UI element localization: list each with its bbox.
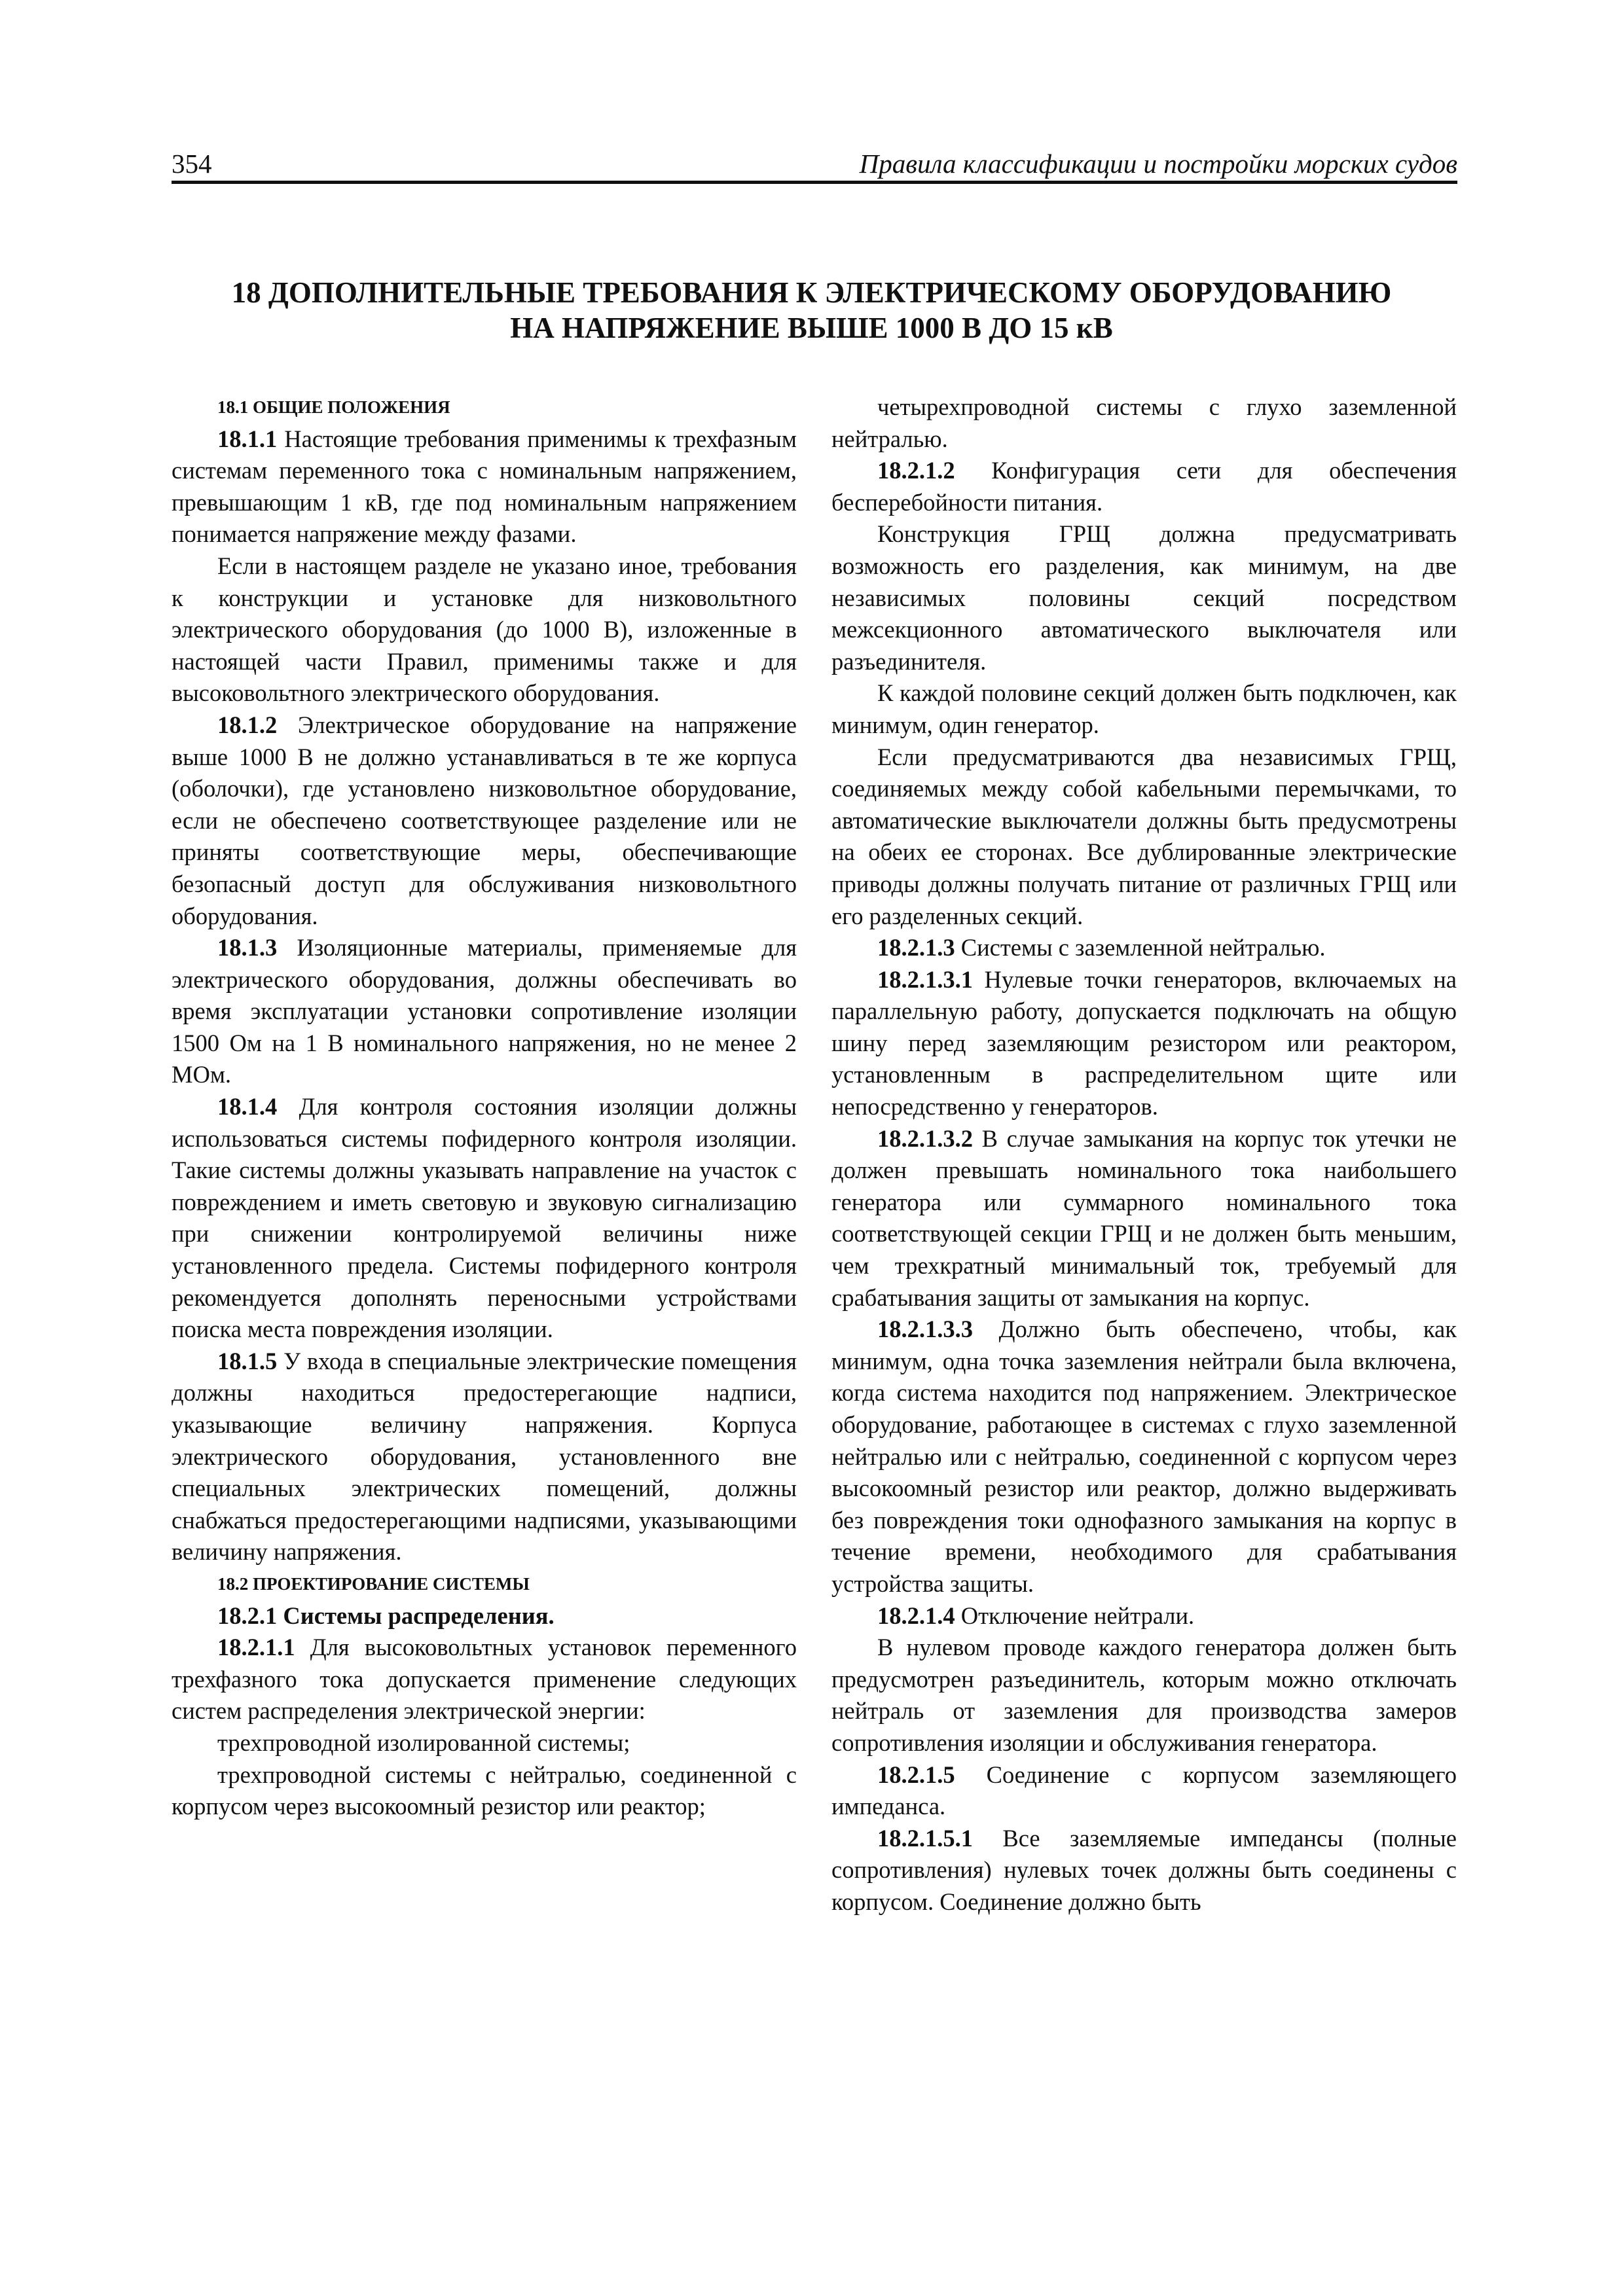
clause-number: 18.1.5 <box>217 1347 278 1374</box>
clause-text: У входа в специальные электрические помещения должны находиться предостерегающие надписи, указывающие величину напряжения. Корпуса электрического оборудования, установленного вне специальных электрических помещений, должны снабжаться предостерегающими надписями, указывающими величину напряжения. <box>172 1347 797 1566</box>
clause-number: 18.2.1.5 <box>877 1761 955 1788</box>
running-title: Правила классификации и постройки морских судов <box>859 149 1457 179</box>
clause-text: Все заземляемые импедансы (полные сопротивления) нулевых точек должны быть соединены с корпусом. Соединение должно быть <box>831 1824 1457 1915</box>
paragraph-18-1-2 <box>172 709 797 932</box>
paragraph-18-2-1-2-d: Если предусматриваются два независимых ГРЩ, соединяемых между собой кабельными перемычками, то автоматические выключатели должны быть предусмотрены на обеих ее сторонах. Все дублированные электрические приводы должны получать питание от различных ГРЩ или его разделенных секций. <box>831 743 1457 929</box>
clause-text: Соединение с корпусом заземляющего импеданса. <box>831 1761 1457 1820</box>
clause-number: 18.2.1.2 <box>877 457 955 484</box>
clause-text: Конфигурация сети для обеспечения бесперебойности питания. <box>831 457 1457 516</box>
paragraph-18-1-1 <box>172 423 797 550</box>
clause-number: 18.2.1.5.1 <box>877 1824 973 1852</box>
clause-number: 18.2.1.3.2 <box>877 1124 973 1152</box>
paragraph-18-2-1-5 <box>831 1759 1457 1823</box>
chapter-title-line-2: НА НАПРЯЖЕНИЕ ВЫШЕ 1000 В ДО 15 кВ <box>510 312 1113 344</box>
list-item-3: четырехпроводной системы с глухо заземленной нейтралью. <box>831 393 1457 452</box>
clause-number: 18.2.1.3.3 <box>877 1316 973 1343</box>
paragraph-18-2-1-4 <box>831 1600 1457 1632</box>
subsection-18-2-1-title: 18.2.1 Системы распределения. <box>217 1602 555 1629</box>
clause-text: Настоящие требования применимы к трехфазным системам переменного тока с номинальным напряжением, превышающим 1 кВ, где под номинальным напряжением понимается напряжение между фазами. <box>172 425 797 548</box>
paragraph-18-1-3 <box>172 932 797 1091</box>
section-heading-18-1: 18.1 ОБЩИЕ ПОЛОЖЕНИЯ <box>217 397 450 417</box>
clause-number: 18.2.1.3.1 <box>877 965 973 993</box>
clause-text: Изоляционные материалы, применяемые для электрического оборудования, должны обеспечивать во время эксплуатации установки сопротивление изоляции 1500 Ом на 1 В номинального напряжения, но не менее 2 МОм. <box>172 934 797 1088</box>
clause-number: 18.1.3 <box>217 934 278 961</box>
list-item-2: трехпроводной системы с нейтралью, соединенной с корпусом через высокоомный резистор или реактор; <box>172 1761 797 1820</box>
clause-text: Отключение нейтрали. <box>955 1602 1195 1629</box>
paragraph-18-2-1-1 <box>172 1632 797 1727</box>
clause-number: 18.1.1 <box>217 425 278 452</box>
paragraph-18-2-1-5-1 <box>831 1823 1457 1918</box>
clause-text: Электрическое оборудование на напряжение выше 1000 В не должно устанавливаться в те же корпуса (оболочки), где установлено низковольтное оборудование, если не обеспечено соответствующее разделение или не приняты соответствующие меры, обеспечивающие безопасный доступ для обслуживания низковольтного оборудования. <box>172 711 797 929</box>
paragraph-18-2-1-3-2 <box>831 1123 1457 1314</box>
clause-number: 18.2.1.4 <box>877 1602 955 1629</box>
clause-number: 18.1.4 <box>217 1093 278 1121</box>
clause-number: 18.2.1.1 <box>217 1634 295 1661</box>
clause-text: Для контроля состояния изоляции должны использоваться системы пофидерного контроля изоляции. Такие системы должны указывать направление на участок с повреждением и иметь световую и звуковую сигнализацию при снижении контролируемой величины ниже установленного предела. Системы пофидерного контроля рекомендуется дополнять переносными устройствами поиска места повреждения изоляции. <box>172 1093 797 1343</box>
clause-text: Нулевые точки генераторов, включаемых на параллельную работу, допускается подключать на общую шину перед заземляющим резистором или реактором, установленным в распределительном щите или непосредственно у генераторов. <box>831 965 1457 1121</box>
paragraph-18-2-1-4-b: В нулевом проводе каждого генератора должен быть предусмотрен разъединитель, которым можно отключать нейтраль от заземления для производства замеров сопротивления изоляции и обслуживания генератора. <box>831 1634 1457 1756</box>
paragraph-18-2-1-2-b: Конструкция ГРЩ должна предусматривать возможность его разделения, как минимум, на две независимых половины секций посредством межсекционного автоматического выключателя или разъединителя. <box>831 520 1457 675</box>
clause-text: Должно быть обеспечено, чтобы, как минимум, одна точка заземления нейтрали была включена, когда система находится под напряжением. Электрическое оборудование, работающее в системах с глухо заземленной нейтралью или с нейтралью, соединенной с корпусом через высокоомный резистор или реактор, должно выдерживать без повреждения токи однофазного замыкания на корпус в течение времени, необходимого для срабатывания устройства защиты. <box>831 1316 1457 1597</box>
paragraph-18-2-1-3-3 <box>831 1314 1457 1600</box>
section-heading-18-2: 18.2 ПРОЕКТИРОВАНИЕ СИСТЕМЫ <box>217 1573 530 1594</box>
list-item-1: трехпроводной изолированной системы; <box>217 1729 630 1756</box>
chapter-title-line-1: 18 ДОПОЛНИТЕЛЬНЫЕ ТРЕБОВАНИЯ К ЭЛЕКТРИЧЕСКОМУ ОБОРУДОВАНИЮ <box>231 276 1392 309</box>
clause-text: Системы с заземленной нейтралью. <box>955 934 1326 961</box>
header-rule <box>172 181 1457 184</box>
chapter-title <box>151 275 1472 346</box>
paragraph-18-1-4 <box>172 1091 797 1346</box>
clause-number: 18.1.2 <box>217 711 278 738</box>
paragraph-18-2-1-3-1 <box>831 964 1457 1123</box>
paragraph-18-1-1-b: Если в настоящем разделе не указано иное, требования к конструкции и установке для низковольтного электрического оборудования (до 1000 В), изложенные в настоящей части Правил, применимы также и для высоковольтного электрического оборудования. <box>172 552 797 707</box>
clause-text: В случае замыкания на корпус ток утечки не должен превышать номинального тока наибольшего генератора или суммарного номинального тока соответствующей секции ГРЩ и не должен быть меньшим, чем трехкратный минимальный ток, требуемый для срабатывания защиты от замыкания на корпус. <box>831 1124 1457 1311</box>
paragraph-18-2-1-2 <box>831 455 1457 518</box>
clause-text: Для высоковольтных установок переменного трехфазного тока допускается применение следующих систем распределения электрической энергии: <box>172 1634 797 1725</box>
page-number: 354 <box>172 149 212 179</box>
paragraph-18-2-1-2-c: К каждой половине секций должен быть подключен, как минимум, один генератор. <box>831 679 1457 738</box>
left-column <box>172 391 797 1823</box>
right-column <box>831 391 1457 1918</box>
clause-number: 18.2.1.3 <box>877 934 955 961</box>
paragraph-18-2-1-3 <box>831 932 1457 964</box>
paragraph-18-1-5 <box>172 1346 797 1568</box>
